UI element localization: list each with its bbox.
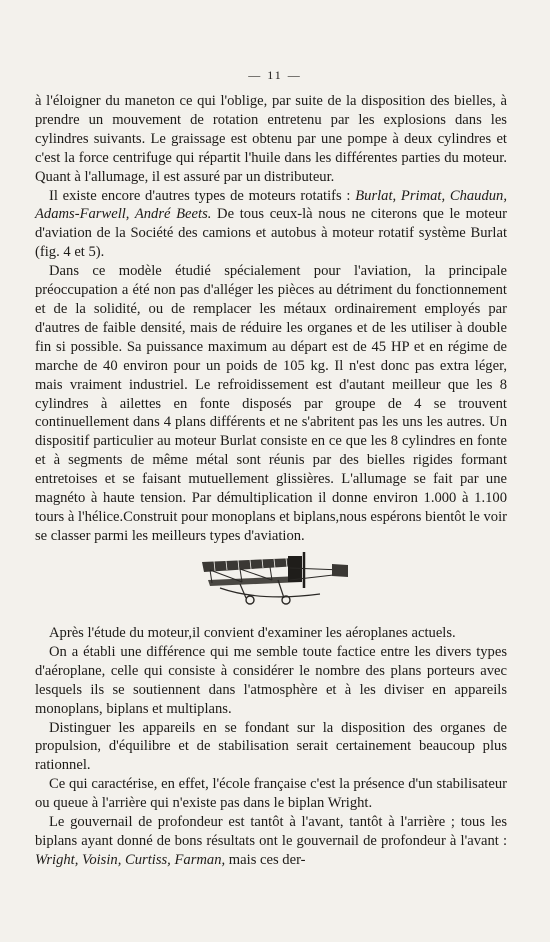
paragraph-text: Il existe encore d'autres types de moteurs rotatifs : [49,187,356,204]
text-block-bottom [35,624,507,870]
paragraph [35,187,507,263]
page-number: — 11 — [248,68,302,82]
engine-names: Burlat, Primat, Chaudun, Adams-Farwell, André Beets. [35,187,508,223]
paragraph: Ce qui caractérise, en effet, l'école française c'est la présence d'un stabilisateur ou queue à l'arrière qui n'existe pas dans le biplan Wright. [35,776,507,812]
paragraph [35,813,507,870]
paragraph-text: Le gouvernail de profondeur est tantôt à l'avant, tantôt à l'arrière ; tous les biplans ayant donné de bons résultats ont le gouvernail de profondeur à l'avant : [35,814,507,849]
paragraph: Après l'étude du moteur,il convient d'examiner les aéroplanes actuels. [49,625,456,641]
text-block-top [35,92,507,546]
paragraph-text: mais ces der- [225,851,306,868]
paragraph: à l'éloigner du maneton ce qui l'oblige, par suite de la disposition des bielles, à prendre un mouvement de rotation entretenu par les explosions dans les cylindres suivants. Le graissage est obtenu par une pompe à deux cylindres et c'est la force centrifuge qui répartit l'huile dans les différentes parties du moteur. Quant à l'allumage, il est assuré par un distributeur. [35,93,507,185]
biplane-names: Wright, Voisin, Curtiss, Farman, [35,851,226,868]
paragraph: Distinguer les appareils en se fondant sur la disposition des organes de propulsion, d'équilibre et de stabilisation serait certainement beaucoup plus rationnel. [35,719,507,774]
paragraph: Dans ce modèle étudié spécialement pour l'aviation, la principale préoccupation a été non pas d'alléger les pièces au détriment du fonctionnement et de la solidité, ou de remplacer les métaux ordinairement employés par d'autres de faible densité, mais de réduire les organes et de les utiliser à double fin si possible. Sa puissance maximum au départ est de 45 HP et en régime de marche de 40 environ pour un poids de 105 kg. Il n'est donc pas extra léger, mais vraiment industriel. Le refroidissement est d'autant meilleur que les 8 cylindres à ailettes en fonte disposés par groupe de 4 se trouvent continuellement dans 4 plans différents et ne s'abritent pas les uns les autres. Un dispositif particulier au moteur Burlat consiste en ce que les 8 cylindres en fonte et à segments de même métal sont réunis par des bielles rigides formant entretoises et se faisant mutuellement glissières. L'allumage se fait par une magnéto à haute tension. Par démultiplication il donne environ 1.000 à 1.100 tours à l'hélice.Construit pour monoplans et biplans,nous espérons bientôt le voir se classer parmi les meilleurs types d'aviation. [35,263,507,544]
paragraph: On a établi une différence qui me semble toute factice entre les divers types d'aéroplane, celle qui consiste à considérer le nombre des plans porteurs avec lesquels ils se soutiennent dans l'atmosphère et à les diviser en appareils monoplans, biplans et multiplans. [35,643,507,717]
paragraph-text: De tous ceux-là nous ne citerons que le moteur d'aviation de la Société des camions et autobus à moteur rotatif système Burlat (fig. 4 et 5). [35,206,507,261]
biplane-engraving-icon [200,550,350,612]
